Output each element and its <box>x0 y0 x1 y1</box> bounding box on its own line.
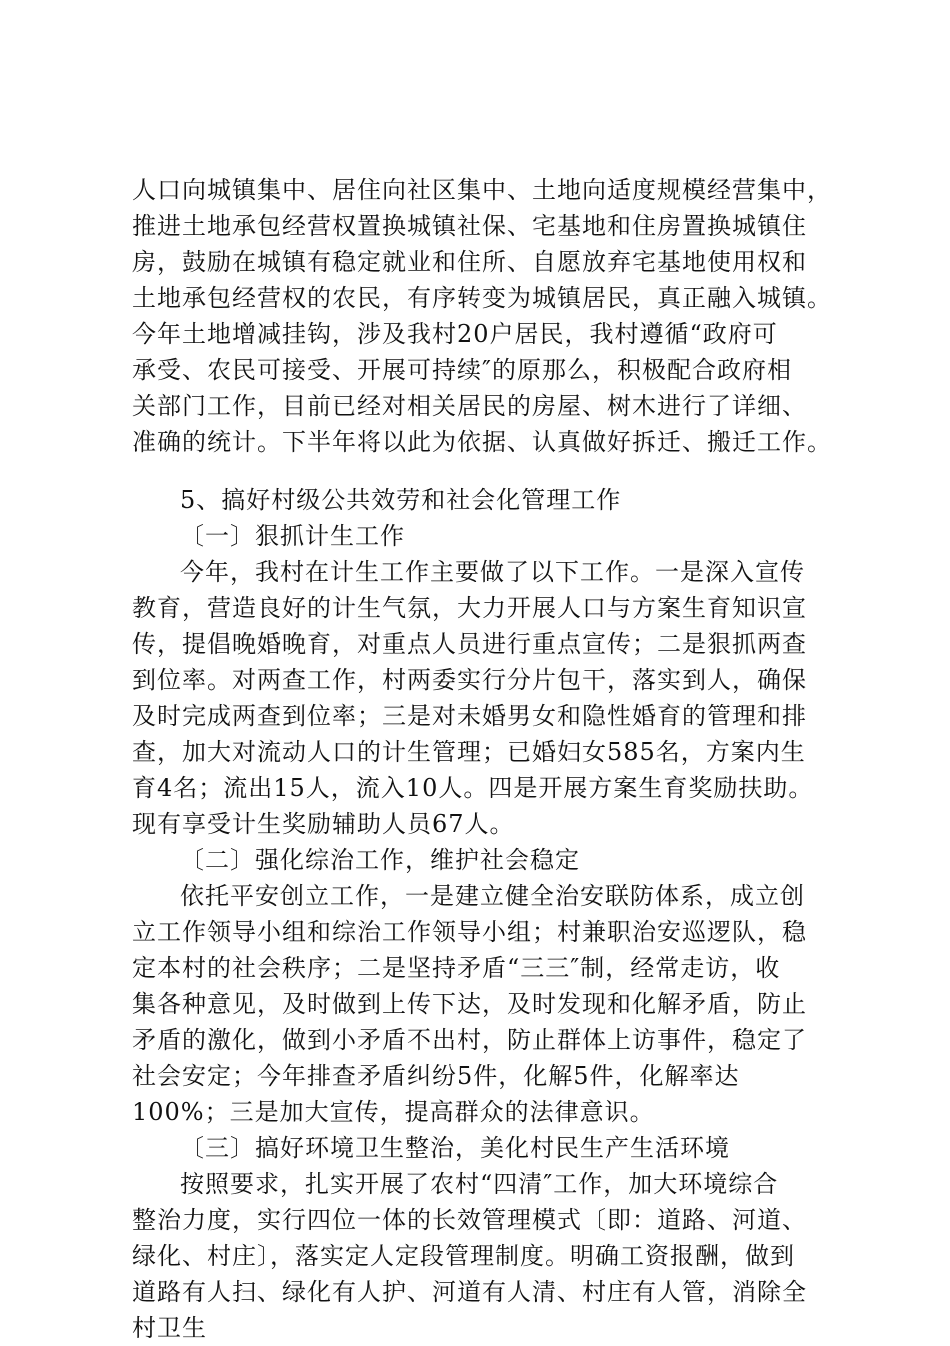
subsection-heading: 〔二〕强化综治工作，维护社会稳定 <box>180 846 580 874</box>
paragraph-line: 承受、农民可接受、开展可持续″的原那么，积极配合政府相 <box>132 356 792 384</box>
paragraph-line: 定本村的社会秩序；二是坚持矛盾“三三″制，经常走访，收 <box>132 954 781 982</box>
paragraph-line: 立工作领导小组和综治工作领导小组；村兼职治安巡逻队，稳 <box>132 918 807 946</box>
paragraph-line: 教育，营造良好的计生气氛，大力开展人口与方案生育知识宣 <box>132 594 807 622</box>
paragraph-line: 准确的统计。下半年将以此为依据、认真做好拆迁、搬迁工作。 <box>132 428 832 456</box>
paragraph-line: 按照要求，扎实开展了农村“四清″工作，加大环境综合 <box>180 1170 779 1198</box>
paragraph-line: 100%；三是加大宣传，提高群众的法律意识。 <box>132 1098 655 1126</box>
paragraph-line: 关部门工作，目前已经对相关居民的房屋、树木进行了详细、 <box>132 392 807 420</box>
paragraph-line: 查，加大对流动人口的计生管理；已婚妇女585名，方案内生 <box>132 738 806 766</box>
paragraph-gap <box>132 460 852 482</box>
subsection-heading: 〔三〕搞好环境卫生整治，美化村民生产生活环境 <box>180 1134 730 1162</box>
paragraph-line: 及时完成两查到位率；三是对未婚男女和隐性婚育的管理和排 <box>132 702 807 730</box>
paragraph-line: 人口向城镇集中、居住向社区集中、土地向适度规模经营集中， <box>132 176 832 204</box>
paragraph-line: 整治力度，实行四位一体的长效管理模式〔即：道路、河道、 <box>132 1206 807 1234</box>
paragraph-line: 矛盾的激化，做到小矛盾不出村，防止群体上访事件，稳定了 <box>132 1026 807 1054</box>
section-heading: 5、搞好村级公共效劳和社会化管理工作 <box>180 486 622 514</box>
paragraph-line: 现有享受计生奖励辅助人员67人。 <box>132 810 515 838</box>
paragraph-line: 推进土地承包经营权置换城镇社保、宅基地和住房置换城镇住 <box>132 212 807 240</box>
paragraph-line: 村卫生 <box>132 1314 207 1342</box>
subsection-heading: 〔一〕狠抓计生工作 <box>180 522 405 550</box>
paragraph-line: 今年，我村在计生工作主要做了以下工作。一是深入宣传 <box>180 558 805 586</box>
paragraph-line: 传，提倡晚婚晚育，对重点人员进行重点宣传；二是狠抓两查 <box>132 630 807 658</box>
paragraph-line: 房，鼓励在城镇有稳定就业和住所、自愿放弃宅基地使用权和 <box>132 248 807 276</box>
paragraph-line: 绿化、村庄〕，落实定人定段管理制度。明确工资报酬，做到 <box>132 1242 795 1270</box>
paragraph-line: 土地承包经营权的农民，有序转变为城镇居民，真正融入城镇。 <box>132 284 832 312</box>
paragraph-line: 道路有人扫、绿化有人护、河道有人清、村庄有人管，消除全 <box>132 1278 807 1306</box>
document-body <box>132 172 852 1346</box>
paragraph-line: 到位率。对两查工作，村两委实行分片包干，落实到人，确保 <box>132 666 807 694</box>
paragraph-line: 集各种意见，及时做到上传下达，及时发现和化解矛盾，防止 <box>132 990 807 1018</box>
paragraph-line: 社会安定；今年排查矛盾纠纷5件，化解5件，化解率达 <box>132 1062 740 1090</box>
paragraph-line: 依托平安创立工作，一是建立健全治安联防体系，成立创 <box>180 882 805 910</box>
paragraph-line: 今年土地增减挂钩，涉及我村20户居民，我村遵循“政府可 <box>132 320 778 348</box>
paragraph-line: 育4名；流出15人，流入10人。四是开展方案生育奖励扶助。 <box>132 774 814 802</box>
